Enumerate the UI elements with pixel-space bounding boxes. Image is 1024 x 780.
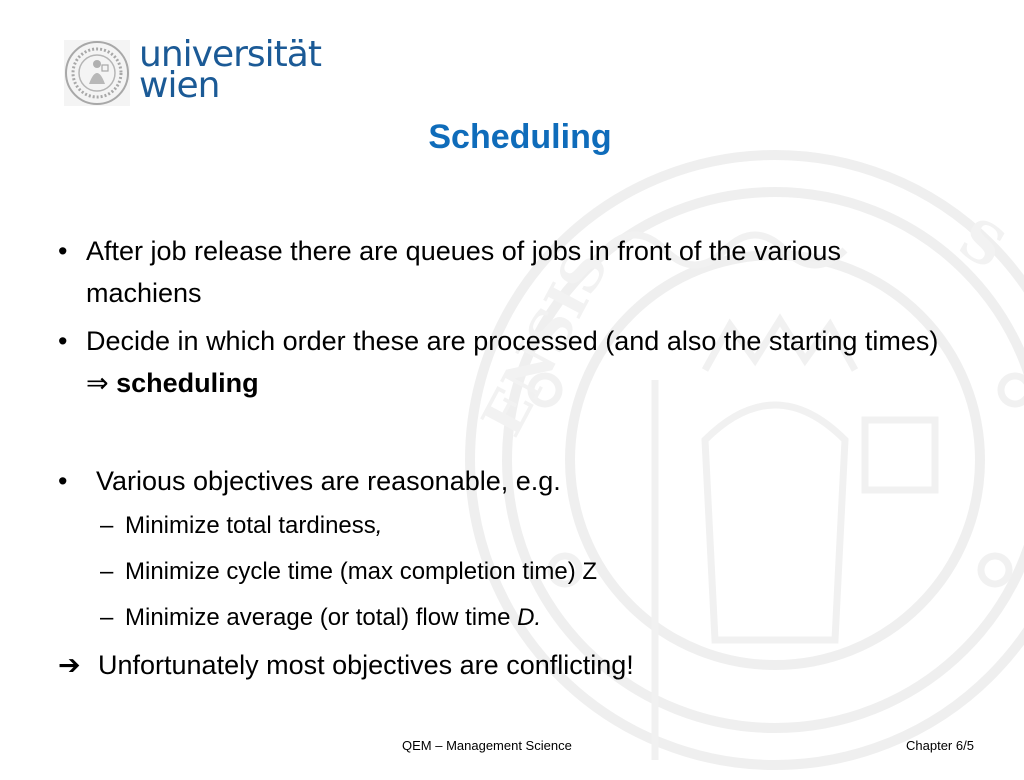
conclusion-text: Unfortunately most objectives are conflicting! xyxy=(98,650,634,680)
svg-text:ENSIS: ENSIS xyxy=(469,238,622,447)
bullet-marker: • xyxy=(58,326,68,356)
right-arrow-icon: ➔ xyxy=(58,650,81,680)
sub-item-marker: – xyxy=(100,512,114,539)
logo-line-1: universität xyxy=(139,34,321,75)
implies-arrow: ⇒ xyxy=(86,368,109,398)
sub-item-text: Minimize average (or total) flow time xyxy=(125,604,511,631)
sub-item-marker: – xyxy=(100,604,114,631)
footer-center: QEM – Management Science xyxy=(402,738,572,753)
bullet-text: Various objectives are reasonable, e.g. xyxy=(96,466,561,496)
svg-text:S: S xyxy=(948,204,1017,283)
sub-item-suffix: , xyxy=(375,512,383,539)
sub-item-text-wrap xyxy=(125,505,885,547)
bullet-marker: • xyxy=(58,466,68,496)
bullet-text: Decide in which order these are processed (and also the starting times) xyxy=(86,326,939,356)
bullet-marker: • xyxy=(58,236,68,266)
logo-line-2: wien xyxy=(139,65,220,106)
sub-item-text-wrap xyxy=(125,597,885,639)
sub-item-text: Minimize total tardiness xyxy=(125,512,376,539)
bullet-text-wrap xyxy=(86,320,946,404)
slide-title: Scheduling xyxy=(428,118,612,156)
sub-item-text: Minimize cycle time (max completion time) Z xyxy=(125,558,598,585)
footer-page-number: Chapter 6/5 xyxy=(906,738,974,753)
bullet-emphasis: scheduling xyxy=(116,368,259,398)
bullet-text: After job release there are queues of jobs in front of the various machiens xyxy=(86,236,841,308)
sub-item-italic: D. xyxy=(517,604,542,631)
sub-item-marker: – xyxy=(100,558,114,585)
